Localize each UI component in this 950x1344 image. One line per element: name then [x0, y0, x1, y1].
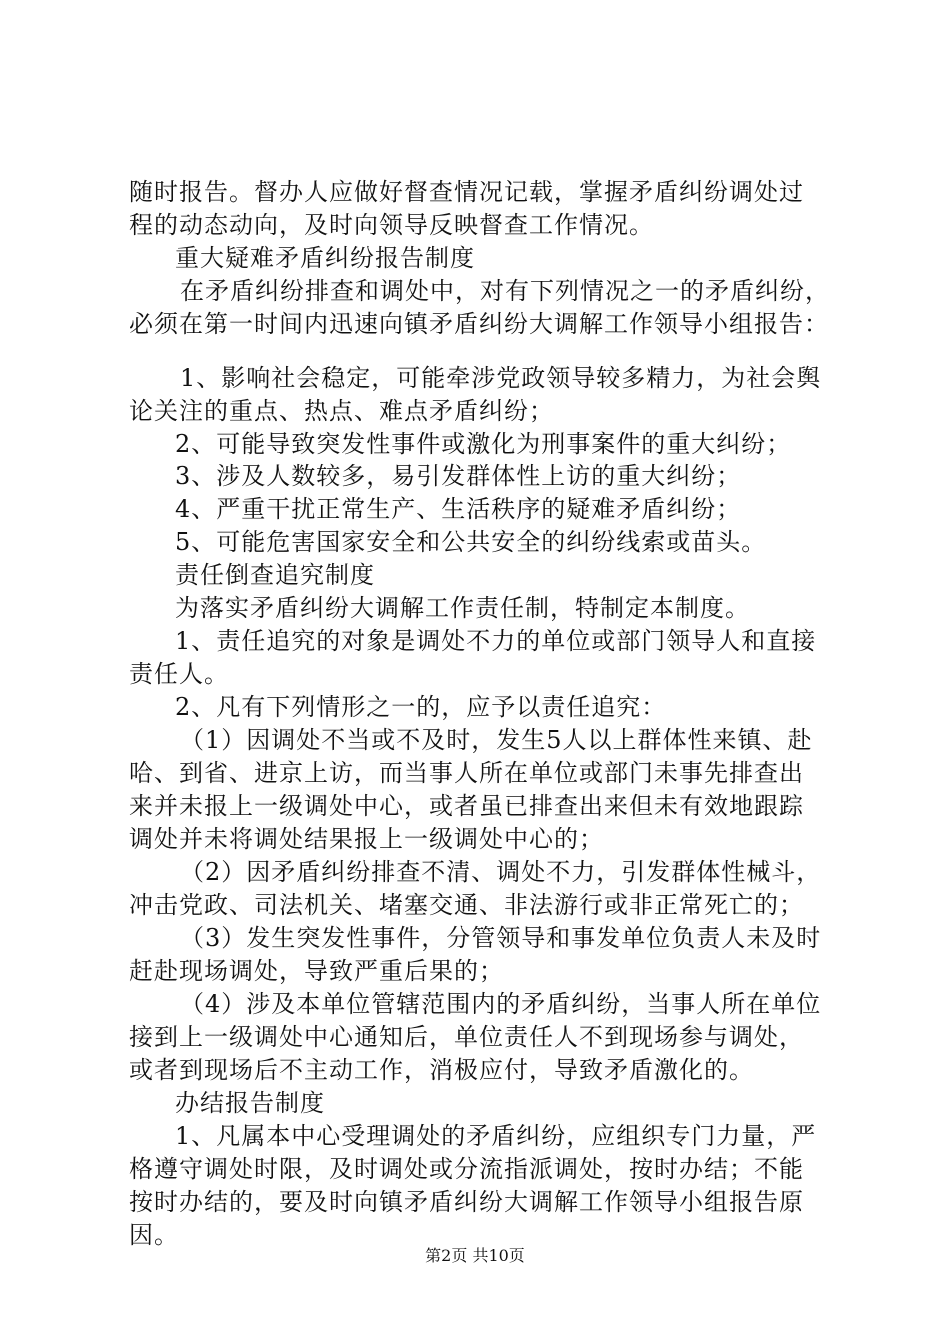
body-line: 格遵守调处时限，及时调处或分流指派调处，按时办结；不能 — [129, 1155, 804, 1183]
list-item: （2）因矛盾纠纷排查不清、调处不力，引发群体性械斗， — [180, 858, 822, 886]
body-line: 必须在第一时间内迅速向镇矛盾纠纷大调解工作领导小组报告： — [129, 310, 829, 338]
section-heading: 办结报告制度 — [175, 1089, 325, 1117]
body-line: 冲击党政、司法机关、堵塞交通、非法游行或非正常死亡的； — [129, 891, 804, 919]
list-item: （4）涉及本单位管辖范围内的矛盾纠纷，当事人所在单位 — [180, 990, 822, 1018]
section-heading: 重大疑难矛盾纠纷报告制度 — [175, 244, 475, 272]
body-line: 按时办结的，要及时向镇矛盾纠纷大调解工作领导小组报告原 — [129, 1188, 804, 1216]
body-line: 赶赴现场调处，导致严重后果的； — [129, 957, 504, 985]
list-item: 3、涉及人数较多，易引发群体性上访的重大纠纷； — [175, 462, 742, 490]
page-number-footer: 第2页 共10页 — [425, 1246, 525, 1265]
body-line: 因。 — [129, 1221, 179, 1249]
list-item: 1、影响社会稳定，可能牵涉党政领导较多精力，为社会舆 — [180, 364, 822, 392]
body-line: 为落实矛盾纠纷大调解工作责任制，特制定本制度。 — [175, 594, 750, 622]
list-item: 2、凡有下列情形之一的，应予以责任追究： — [175, 693, 667, 721]
body-line: 责任人。 — [129, 660, 229, 688]
section-heading: 责任倒查追究制度 — [175, 561, 375, 589]
list-item: 2、可能导致突发性事件或激化为刑事案件的重大纠纷； — [175, 430, 792, 458]
list-item: 1、凡属本中心受理调处的矛盾纠纷，应组织专门力量，严 — [175, 1122, 817, 1150]
body-line: 在矛盾纠纷排查和调处中，对有下列情况之一的矛盾纠纷， — [180, 277, 830, 305]
list-item: 5、可能危害国家安全和公共安全的纠纷线索或苗头。 — [175, 528, 767, 556]
body-line: 来并未报上一级调处中心，或者虽已排查出来但未有效地跟踪 — [129, 792, 804, 820]
body-line: 接到上一级调处中心通知后，单位责任人不到现场参与调处， — [129, 1023, 804, 1051]
body-line: 论关注的重点、热点、难点矛盾纠纷； — [129, 397, 554, 425]
body-line: 或者到现场后不主动工作，消极应付，导致矛盾激化的。 — [129, 1056, 754, 1084]
list-item: 1、责任追究的对象是调处不力的单位或部门领导人和直接 — [175, 627, 817, 655]
body-line: 随时报告。督办人应做好督查情况记载，掌握矛盾纠纷调处过 — [129, 178, 804, 206]
body-line: 程的动态动向，及时向领导反映督查工作情况。 — [129, 211, 654, 239]
body-line: 调处并未将调处结果报上一级调处中心的； — [129, 825, 604, 853]
list-item: （3）发生突发性事件，分管领导和事发单位负责人未及时 — [180, 924, 822, 952]
list-item: 4、严重干扰正常生产、生活秩序的疑难矛盾纠纷； — [175, 495, 742, 523]
body-line: 哈、到省、进京上访，而当事人所在单位或部门未事先排查出 — [129, 759, 804, 787]
list-item: （1）因调处不当或不及时，发生5人以上群体性来镇、赴 — [180, 726, 813, 754]
